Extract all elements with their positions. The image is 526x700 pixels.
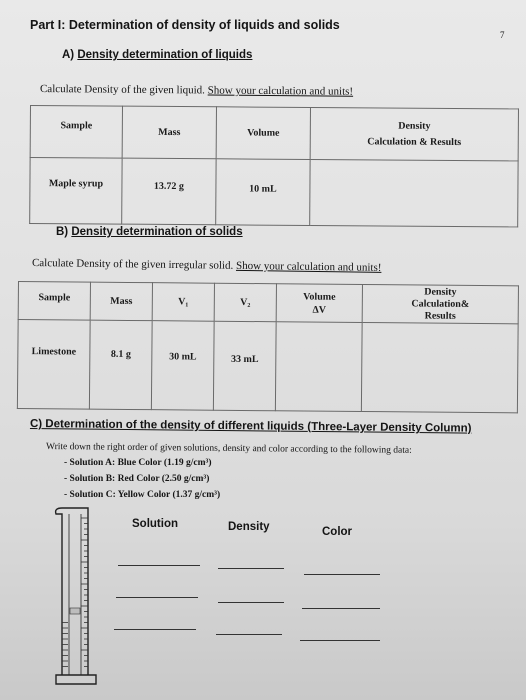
section-a-instruction-text: Calculate Density of the given liquid. bbox=[39, 83, 208, 97]
column-header-solution: Solution bbox=[132, 518, 178, 530]
liquid-density-table bbox=[29, 105, 519, 227]
section-a-instruction bbox=[40, 83, 353, 98]
section-b-heading bbox=[56, 226, 243, 238]
cell-mass: 8.1 g bbox=[89, 320, 152, 410]
part-title: Part I: Determination of density of liquids and solids bbox=[30, 18, 340, 32]
answer-blank-solution-3[interactable] bbox=[114, 629, 196, 630]
header-volume: Volume bbox=[216, 107, 310, 160]
section-b-prefix: B) bbox=[56, 226, 72, 238]
header-density-line2: Calculation & Results bbox=[367, 135, 462, 148]
cell-density-answer[interactable] bbox=[310, 159, 518, 226]
section-a-prefix: A) bbox=[62, 49, 78, 61]
answer-blank-density-1[interactable] bbox=[218, 568, 284, 569]
header-density-line1: Density bbox=[398, 120, 431, 132]
header-density bbox=[362, 285, 518, 324]
answer-blank-color-2[interactable] bbox=[302, 608, 380, 609]
section-a-instruction-emphasis: Show your calculation and units! bbox=[207, 84, 354, 98]
cell-volume-answer[interactable] bbox=[275, 322, 362, 412]
answer-blank-solution-2[interactable] bbox=[116, 597, 198, 598]
cell-density-answer[interactable] bbox=[361, 323, 518, 413]
column-header-color: Color bbox=[322, 526, 353, 538]
cell-v2: 33 mL bbox=[213, 321, 276, 411]
page-number: 7 bbox=[500, 30, 505, 40]
header-volume-line2: ΔV bbox=[312, 304, 327, 316]
section-b-title: Density determination of solids bbox=[71, 226, 243, 238]
answer-blank-density-3[interactable] bbox=[216, 634, 282, 635]
header-density bbox=[310, 107, 518, 160]
header-volume-delta bbox=[276, 284, 362, 323]
solid-table-row bbox=[17, 320, 518, 413]
header-volume-line1: Volume bbox=[303, 290, 336, 303]
cell-v1: 30 mL bbox=[151, 321, 214, 411]
solution-a-line: - Solution A: Blue Color (1.19 g/cm³) bbox=[64, 458, 212, 468]
header-v2: V₂ bbox=[214, 283, 276, 322]
solid-density-table bbox=[17, 281, 519, 413]
answer-blank-solution-1[interactable] bbox=[118, 565, 200, 566]
section-b-instruction bbox=[32, 257, 382, 274]
header-mass: Mass bbox=[122, 106, 216, 159]
header-density-line3: Results bbox=[424, 310, 456, 322]
section-b-instruction-text: Calculate Density of the given irregular solid. bbox=[31, 257, 237, 272]
section-c-heading: C) Determination of the density of different liquids (Three-Layer Density Column) bbox=[29, 418, 472, 435]
section-c-instruction: Write down the right order of given solutions, density and color according to the following data: bbox=[45, 442, 412, 456]
answer-blank-color-3[interactable] bbox=[300, 640, 380, 641]
header-sample: Sample bbox=[30, 106, 122, 159]
header-sample: Sample bbox=[18, 282, 90, 321]
section-a-heading bbox=[62, 49, 252, 61]
cell-sample: Maple syrup bbox=[30, 158, 122, 225]
cell-volume: 10 mL bbox=[216, 159, 310, 226]
header-density-line2: Calculation& bbox=[411, 297, 470, 310]
header-density-line1: Density bbox=[424, 286, 457, 298]
liquid-table-header-row bbox=[30, 106, 518, 161]
cell-mass: 13.72 g bbox=[122, 158, 216, 225]
section-a-title: Density determination of liquids bbox=[77, 49, 253, 61]
solution-c-line: - Solution C: Yellow Color (1.37 g/cm³) bbox=[64, 490, 221, 500]
section-b-instruction-emphasis: Show your calculation and units! bbox=[235, 259, 382, 274]
column-header-density: Density bbox=[228, 521, 270, 533]
liquid-table-row bbox=[30, 158, 518, 227]
graduated-cylinder-drawing bbox=[48, 500, 110, 695]
solution-b-line: - Solution B: Red Color (2.50 g/cm³) bbox=[64, 474, 210, 484]
header-mass: Mass bbox=[90, 282, 152, 321]
answer-blank-density-2[interactable] bbox=[218, 602, 284, 603]
cell-sample: Limestone bbox=[17, 320, 90, 410]
header-v1: V₁ bbox=[152, 283, 214, 322]
solid-table-header-row bbox=[18, 282, 518, 324]
answer-blank-color-1[interactable] bbox=[304, 574, 380, 575]
